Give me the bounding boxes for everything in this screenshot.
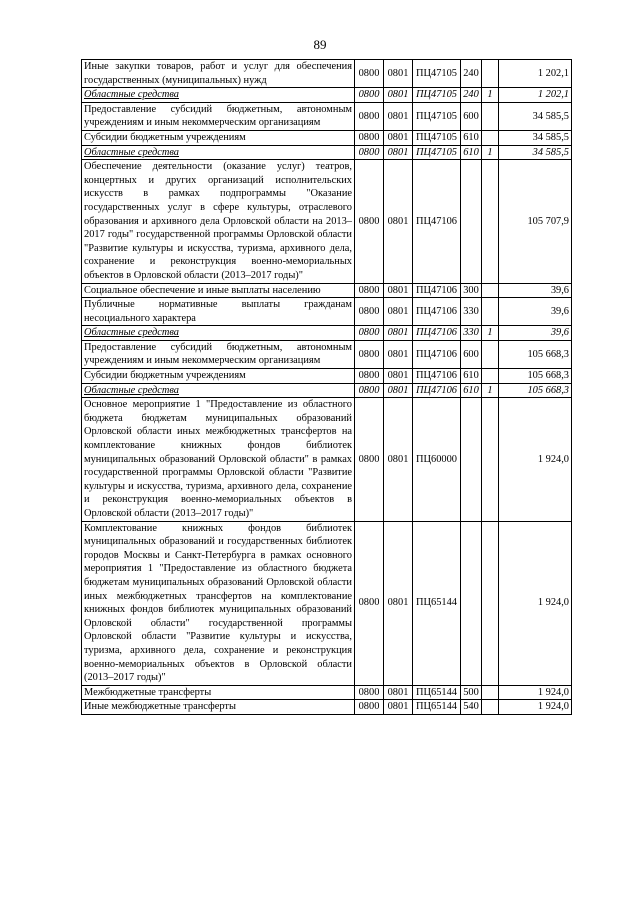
- expense-type-code: 600: [461, 340, 482, 368]
- page-number: 89: [313, 37, 327, 52]
- subsection-code: 0801: [384, 145, 413, 160]
- funding-source-code: [482, 160, 499, 283]
- table-row: [82, 88, 572, 103]
- funding-source-code: 1: [482, 383, 499, 398]
- expense-type-code: 330: [461, 326, 482, 341]
- section-code: 0800: [355, 369, 384, 384]
- amount: 105 668,3: [499, 383, 572, 398]
- amount: 1 924,0: [499, 700, 572, 715]
- subsection-code: 0801: [384, 369, 413, 384]
- subsection-code: 0801: [384, 298, 413, 326]
- section-code: 0800: [355, 521, 384, 685]
- budget-table: [81, 59, 572, 715]
- section-code: 0800: [355, 283, 384, 298]
- funding-source-code: [482, 685, 499, 700]
- subsection-code: 0801: [384, 521, 413, 685]
- section-code: 0800: [355, 160, 384, 283]
- target-article-code: ПЦ47106: [413, 326, 461, 341]
- expense-type-code: 540: [461, 700, 482, 715]
- table-row: [82, 102, 572, 130]
- target-article-code: ПЦ47106: [413, 340, 461, 368]
- funding-source-code: 1: [482, 145, 499, 160]
- amount: 1 924,0: [499, 685, 572, 700]
- expense-name: Областные средства: [82, 326, 355, 341]
- table-row: [82, 383, 572, 398]
- expense-name: Межбюджетные трансферты: [82, 685, 355, 700]
- funding-source-code: [482, 369, 499, 384]
- table-row: [82, 145, 572, 160]
- expense-name: Субсидии бюджетным учреждениям: [82, 130, 355, 145]
- expense-name: Иные межбюджетные трансферты: [82, 700, 355, 715]
- expense-type-code: 610: [461, 383, 482, 398]
- subsection-code: 0801: [384, 60, 413, 88]
- target-article-code: ПЦ47105: [413, 145, 461, 160]
- section-code: 0800: [355, 102, 384, 130]
- expense-type-code: 240: [461, 60, 482, 88]
- expense-name: Обеспечение деятельности (оказание услуг) театров, концертных и других организаций исполнительских искусств в рамках подпрограммы "Оказание государственных услуг в сфере культуры, отраслевого образования и архивного дела Орловской области на 2013–2017 годы" государственной программы Орловской области "Развитие культуры и искусства, туризма, архивного дела, сохранение и реконструкция военно-мемориальных объектов в Орловской области (2013–2017 годы)": [82, 160, 355, 283]
- amount: 105 668,3: [499, 369, 572, 384]
- target-article-code: ПЦ47106: [413, 298, 461, 326]
- subsection-code: 0801: [384, 88, 413, 103]
- expense-type-code: 610: [461, 145, 482, 160]
- amount: 105 707,9: [499, 160, 572, 283]
- table-row: [82, 326, 572, 341]
- table-row: [82, 369, 572, 384]
- table-row: [82, 700, 572, 715]
- target-article-code: ПЦ47105: [413, 130, 461, 145]
- funding-source-code: [482, 130, 499, 145]
- expense-type-code: 240: [461, 88, 482, 103]
- table-row: [82, 60, 572, 88]
- subsection-code: 0801: [384, 160, 413, 283]
- section-code: 0800: [355, 383, 384, 398]
- expense-type-code: 610: [461, 130, 482, 145]
- expense-name: Предоставление субсидий бюджетным, автономным учреждениям и иным некоммерческим организациям: [82, 340, 355, 368]
- section-code: 0800: [355, 326, 384, 341]
- table-row: [82, 340, 572, 368]
- amount: 34 585,5: [499, 102, 572, 130]
- table-row: [82, 398, 572, 521]
- expense-type-code: [461, 521, 482, 685]
- section-code: 0800: [355, 685, 384, 700]
- funding-source-code: [482, 60, 499, 88]
- expense-type-code: 600: [461, 102, 482, 130]
- expense-name: Социальное обеспечение и иные выплаты населению: [82, 283, 355, 298]
- expense-type-code: [461, 160, 482, 283]
- funding-source-code: [482, 298, 499, 326]
- funding-source-code: [482, 398, 499, 521]
- amount: 39,6: [499, 326, 572, 341]
- amount: 34 585,5: [499, 145, 572, 160]
- section-code: 0800: [355, 700, 384, 715]
- target-article-code: ПЦ47105: [413, 102, 461, 130]
- subsection-code: 0801: [384, 326, 413, 341]
- subsection-code: 0801: [384, 700, 413, 715]
- section-code: 0800: [355, 340, 384, 368]
- funding-source-code: [482, 521, 499, 685]
- funding-source-code: 1: [482, 326, 499, 341]
- amount: 1 924,0: [499, 398, 572, 521]
- expense-type-code: 300: [461, 283, 482, 298]
- funding-source-code: [482, 340, 499, 368]
- section-code: 0800: [355, 60, 384, 88]
- target-article-code: ПЦ60000: [413, 398, 461, 521]
- funding-source-code: [482, 700, 499, 715]
- expense-type-code: [461, 398, 482, 521]
- expense-name: Областные средства: [82, 383, 355, 398]
- target-article-code: ПЦ47106: [413, 383, 461, 398]
- subsection-code: 0801: [384, 102, 413, 130]
- expense-name: Областные средства: [82, 145, 355, 160]
- expense-type-code: 500: [461, 685, 482, 700]
- expense-name: Иные закупки товаров, работ и услуг для обеспечения государственных (муниципальных) нужд: [82, 60, 355, 88]
- target-article-code: ПЦ65144: [413, 700, 461, 715]
- amount: 1 202,1: [499, 88, 572, 103]
- table-row: [82, 283, 572, 298]
- section-code: 0800: [355, 130, 384, 145]
- funding-source-code: 1: [482, 88, 499, 103]
- amount: 1 202,1: [499, 60, 572, 88]
- expense-name: Предоставление субсидий бюджетным, автономным учреждениям и иным некоммерческим организациям: [82, 102, 355, 130]
- expense-name: Комплектование книжных фондов библиотек муниципальных образований и государственных библиотек городов Москвы и Санкт-Петербурга в рамках основного мероприятия 1 "Предоставление из областного бюджета бюджетам муниципальных образований Орловской области иных межбюджетных трансфертов на комплектование книжных фондов библиотек муниципальных образований Орловской области" государственной программы Орловской области "Развитие культуры и искусства, туризма, архивного дела, сохранение и реконструкция военно-мемориальных объектов в Орловской области (2013–2017 годы)": [82, 521, 355, 685]
- subsection-code: 0801: [384, 398, 413, 521]
- subsection-code: 0801: [384, 340, 413, 368]
- subsection-code: 0801: [384, 283, 413, 298]
- expense-name: Областные средства: [82, 88, 355, 103]
- subsection-code: 0801: [384, 130, 413, 145]
- table-row: [82, 521, 572, 685]
- section-code: 0800: [355, 398, 384, 521]
- expense-name: Основное мероприятие 1 "Предоставление из областного бюджета бюджетам муниципальных образований Орловской области иных межбюджетных трансфертов на комплектование книжных фондов библиотек муниципальных образований Орловской области" в рамках государственной программы Орловской области "Развитие культуры и искусства, туризма, архивного дела, сохранение и реконструкция военно-мемориальных объектов в Орловской области (2013–2017 годы)": [82, 398, 355, 521]
- funding-source-code: [482, 283, 499, 298]
- table-row: [82, 298, 572, 326]
- amount: 34 585,5: [499, 130, 572, 145]
- amount: 39,6: [499, 298, 572, 326]
- expense-type-code: 610: [461, 369, 482, 384]
- section-code: 0800: [355, 88, 384, 103]
- target-article-code: ПЦ65144: [413, 521, 461, 685]
- table-row: [82, 130, 572, 145]
- funding-source-code: [482, 102, 499, 130]
- target-article-code: ПЦ65144: [413, 685, 461, 700]
- subsection-code: 0801: [384, 383, 413, 398]
- amount: 1 924,0: [499, 521, 572, 685]
- target-article-code: ПЦ47106: [413, 160, 461, 283]
- target-article-code: ПЦ47105: [413, 88, 461, 103]
- subsection-code: 0801: [384, 685, 413, 700]
- table-row: [82, 160, 572, 283]
- target-article-code: ПЦ47106: [413, 283, 461, 298]
- expense-name: Публичные нормативные выплаты гражданам несоциального характера: [82, 298, 355, 326]
- section-code: 0800: [355, 298, 384, 326]
- amount: 105 668,3: [499, 340, 572, 368]
- target-article-code: ПЦ47105: [413, 60, 461, 88]
- amount: 39,6: [499, 283, 572, 298]
- section-code: 0800: [355, 145, 384, 160]
- expense-type-code: 330: [461, 298, 482, 326]
- expense-name: Субсидии бюджетным учреждениям: [82, 369, 355, 384]
- target-article-code: ПЦ47106: [413, 369, 461, 384]
- table-row: [82, 685, 572, 700]
